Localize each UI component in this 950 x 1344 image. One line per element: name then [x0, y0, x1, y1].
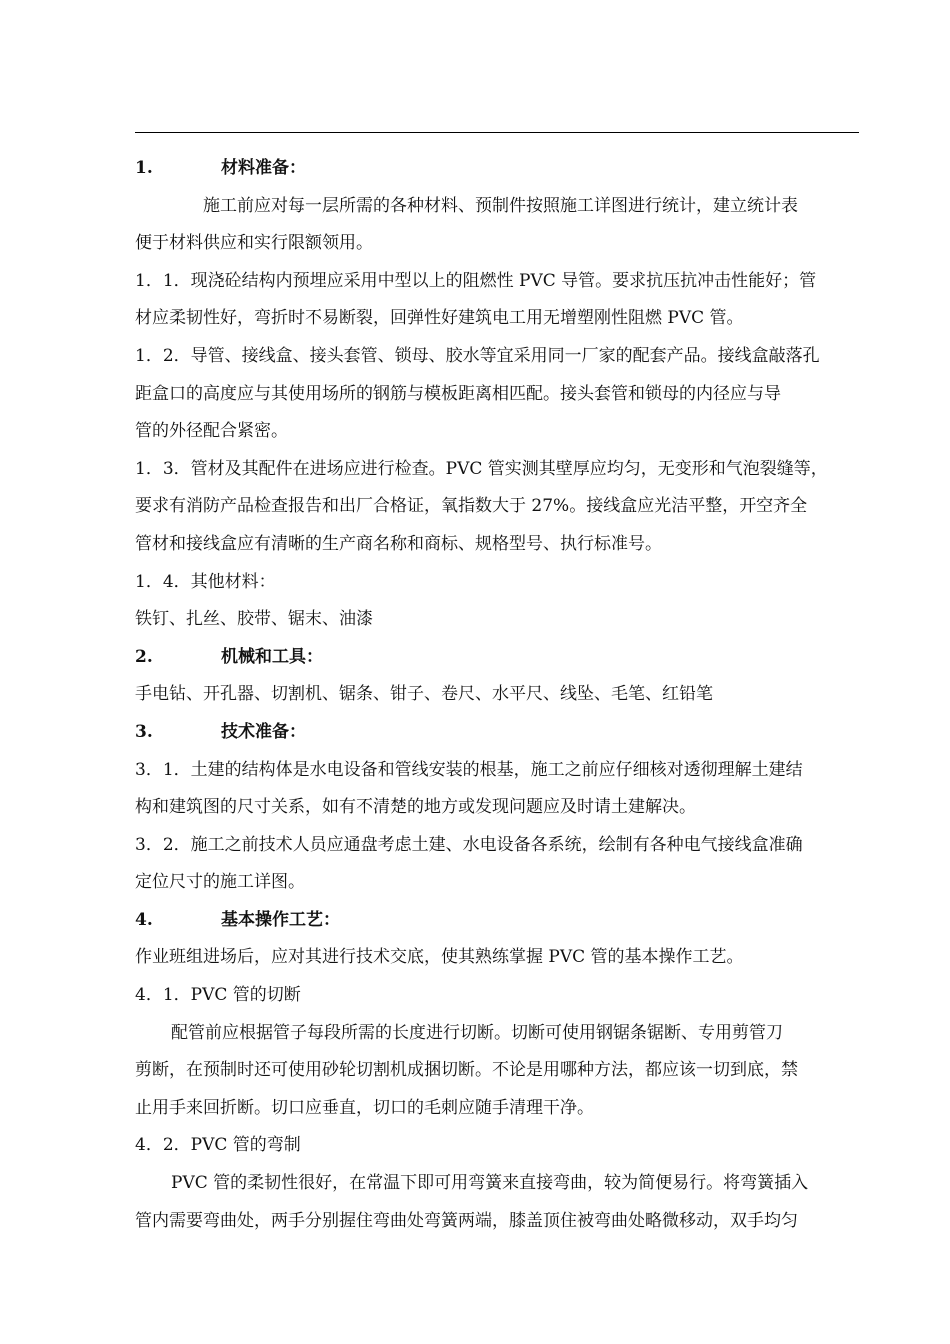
paragraph-line: 施工前应对每一层所需的各种材料、预制件按照施工详图进行统计，建立统计表: [203, 195, 798, 216]
section-title: 机械和工具：: [221, 646, 323, 667]
paragraph-line: 要求有消防产品检查报告和出厂合格证，氧指数大于 27%。接线盒应光洁平整，开空齐全: [135, 496, 808, 517]
paragraph-line: 便于材料供应和实行限额领用。: [135, 233, 373, 254]
paragraph-line: 管内需要弯曲处，两手分别握住弯曲处弯簧两端，膝盖顶住被弯曲处略微移动，双手均匀: [135, 1210, 798, 1231]
paragraph-line: 3．2．施工之前技术人员应通盘考虑土建、水电设备各系统，绘制有各种电气接线盒准确: [135, 834, 803, 855]
header-rule: [135, 132, 859, 133]
paragraph-line: 作业班组进场后，应对其进行技术交底，使其熟练掌握 PVC 管的基本操作工艺。: [135, 947, 744, 968]
paragraph-line: 距盒口的高度应与其使用场所的钢筋与模板距离相匹配。接头套管和锁母的内径应与导: [135, 383, 781, 404]
section-heading: [135, 902, 859, 940]
paragraph-line: 材应柔韧性好，弯折时不易断裂，回弹性好建筑电工用无增塑刚性阻燃 PVC 管。: [135, 308, 744, 329]
paragraph-line: 4．2．PVC 管的弯制: [135, 1135, 301, 1156]
paragraph-line: 1．2．导管、接线盒、接头套管、锁母、胶水等宜采用同一厂家的配套产品。接线盒敲落孔: [135, 345, 820, 366]
section-title: 技术准备：: [221, 721, 306, 742]
paragraph-line: 管的外径配合紧密。: [135, 421, 288, 442]
section-heading: [135, 639, 859, 677]
paragraph-line: 剪断，在预制时还可使用砂轮切割机成捆切断。不论是用哪种方法，都应该一切到底，禁: [135, 1060, 798, 1081]
paragraph-line: 构和建筑图的尺寸关系，如有不清楚的地方或发现问题应及时请土建解决。: [135, 797, 696, 818]
section-heading: [135, 150, 859, 188]
paragraph-line: 管材和接线盒应有清晰的生产商名称和商标、规格型号、执行标准号。: [135, 533, 662, 554]
section-heading: [135, 714, 859, 752]
paragraph-line: 1．1．现浇砼结构内预埋应采用中型以上的阻燃性 PVC 导管。要求抗压抗冲击性能好；管: [135, 270, 817, 291]
paragraph-line: 配管前应根据管子每段所需的长度进行切断。切断可使用钢锯条锯断、专用剪管刀: [171, 1022, 783, 1043]
section-title: 基本操作工艺：: [221, 909, 340, 930]
section-number: 3.: [135, 721, 153, 742]
paragraph-line: 1．4．其他材料：: [135, 571, 276, 592]
paragraph-line: 定位尺寸的施工详图。: [135, 872, 305, 893]
paragraph-line: 止用手来回折断。切口应垂直，切口的毛刺应随手清理干净。: [135, 1097, 594, 1118]
paragraph-line: 手电钻、开孔器、切割机、锯条、钳子、卷尺、水平尺、线坠、毛笔、红铅笔: [135, 684, 713, 705]
paragraph-line: 铁钉、扎丝、胶带、锯末、油漆: [135, 609, 373, 630]
document-body: [135, 150, 859, 1240]
section-number: 4.: [135, 909, 153, 930]
paragraph-line: PVC 管的柔韧性很好，在常温下即可用弯簧来直接弯曲，较为简便易行。将弯簧插入: [171, 1173, 809, 1194]
paragraph-line: 4．1．PVC 管的切断: [135, 985, 301, 1006]
section-number: 1.: [135, 158, 153, 178]
section-title: 材料准备：: [221, 158, 306, 178]
paragraph-line: 1．3．管材及其配件在进场应进行检查。PVC 管实测其壁厚应均匀，无变形和气泡裂缝等，: [135, 458, 828, 479]
paragraph-line: 3．1．土建的结构体是水电设备和管线安装的根基，施工之前应仔细核对透彻理解土建结: [135, 759, 803, 780]
section-number: 2.: [135, 646, 153, 667]
